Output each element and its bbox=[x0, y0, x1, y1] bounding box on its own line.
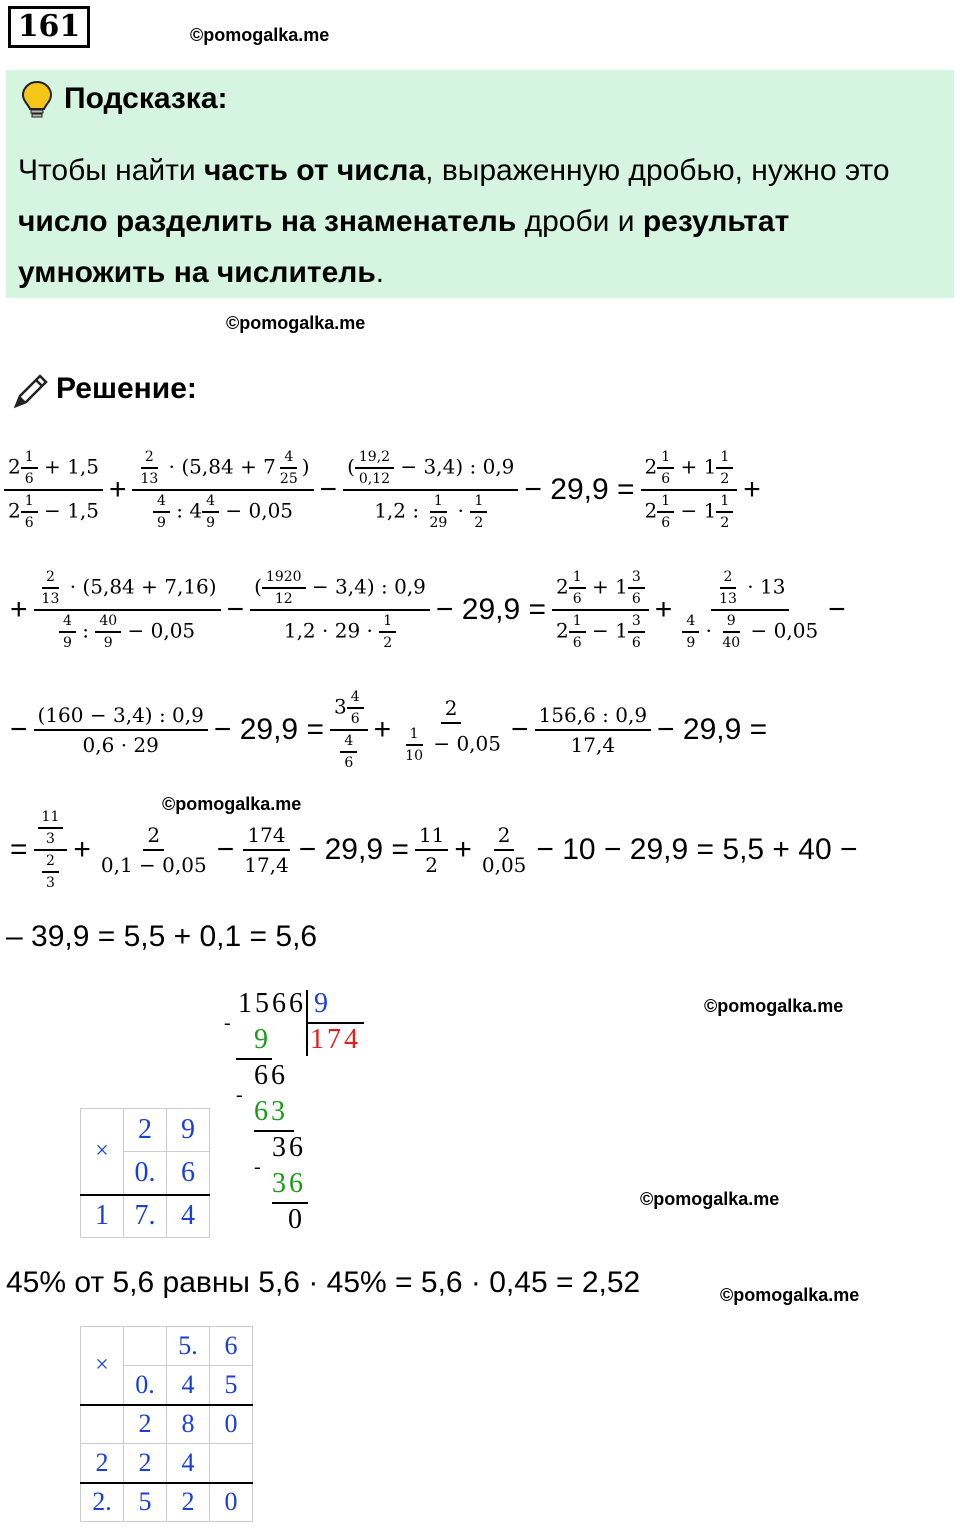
multiplication-table-1: × 2 9 0. 6 1 7. 4 bbox=[80, 1108, 210, 1238]
hint-text: Чтобы найти часть от числа, выраженную дробью, нужно это число разделить на знаменатель дроби и результат умножить на числитель. bbox=[18, 154, 890, 289]
expression-line-3: − $\frac{(160 - 3,4) : 0,9}{0,6 \cdot 29}$ − 29,9 = 3 $\frac{4}{6}$ $\frac{4}{6}$ + 2 $\frac{1}{10}$ − 0,05 − $\frac{156,6 : 0,9}{17,4}$ − 29,9 = bbox=[10, 689, 768, 771]
fraction-c: ( $\frac{19,2}{0,12}$ − 3,4) : 0,9 1,2 : $\frac{1}{29}$ · $\frac{1}{2}$ bbox=[343, 449, 518, 531]
expression-line-2: + $\frac{2}{13}$ · (5,84 + 7,16) $\frac{4}{9}$ : $\frac{40}{9}$ − 0,05 − ( $\frac{1920}{12}$ − 3,4) : 0,9 1,2 · 29 · $\frac{1}{2}$ − 29,9 = 2 $\frac{1}{6}$ + 1 $\frac{3}{6}$ 2 $\frac{1}{6}$ − 1 $\frac{3}{6}$ + $\frac{2}{13}$ · 13 $\frac{4}{9}$ · $\frac{9}{40}$ − 0,05 − bbox=[10, 569, 846, 651]
ld-quotient: 174 bbox=[310, 1024, 361, 1055]
ld-dividend: 1566 bbox=[238, 988, 306, 1019]
percent-line: 45% от 5,6 равны 5,6 · 45% = 5,6 · 0,45 = 2,52 bbox=[6, 1266, 641, 1299]
watermark: ©pomogalka.me bbox=[162, 794, 302, 814]
expression-line-4: = $\frac{\frac{11}{3}}{\frac{2}{3}}$ + $\frac{2}{0,1 - 0,05}$ − $\frac{174}{17,4}$ − 29,9 = $\frac{11}{2}$ + $\frac{2}{0,05}$ − 10 − 29,9 = 5,5 + 40 − bbox=[10, 809, 858, 891]
fraction-b: $\frac{2}{13}$ · (5,84 + 7 $\frac{4}{25}$ ) $\frac{4}{9}$ : 4 $\frac{4}{9}$ − 0,05 bbox=[132, 449, 313, 531]
pencil-icon bbox=[10, 370, 52, 417]
ld-divisor: 9 bbox=[314, 988, 331, 1019]
fraction-r1: 2 $\frac{1}{6}$ + 1 $\frac{1}{2}$ 2 $\frac{1}{6}$ − 1 $\frac{1}{2}$ bbox=[641, 449, 738, 531]
final-line: – 39,9 = 5,5 + 0,1 = 5,6 bbox=[6, 920, 318, 953]
fraction-a: 2 $\frac{1}{6}$ + 1,5 2 $\frac{1}{6}$ − 1,5 bbox=[4, 449, 103, 531]
multiplication-table-2: × 5. 6 0. 4 5 2 8 0 2 2 4 2. 5 2 0 bbox=[80, 1326, 253, 1522]
lightbulb-icon bbox=[20, 80, 54, 125]
task-number: 161 bbox=[8, 6, 90, 48]
hint-title: Подсказка: bbox=[64, 82, 228, 115]
watermark: ©pomogalka.me bbox=[640, 1189, 780, 1209]
expression-line-1: 2 $\frac{1}{6}$ + 1,5 2 $\frac{1}{6}$ − 1,5 + $\frac{2}{13}$ · (5,84 + 7 $\frac{4}{25}$ ) $\frac{4}{9}$ : 4 $\frac{4}{9}$ − 0,05 − ( $\frac{19,2}{0,12}$ − 3,4) : 0,9 1,2 : $\frac{1}{29}$ · $\frac{1}{2}$ − 29,9 = 2 $\frac{1}{6}$ + 1 $\frac{1}{2}$ 2 $\frac{1}{6}$ − 1 $\frac{1}{2}$ + bbox=[4, 440, 767, 540]
watermark: ©pomogalka.me bbox=[226, 313, 366, 333]
watermark: ©pomogalka.me bbox=[190, 25, 330, 45]
watermark: ©pomogalka.me bbox=[704, 996, 844, 1016]
solution-title: Решение: bbox=[56, 372, 197, 405]
watermark: ©pomogalka.me bbox=[720, 1285, 860, 1305]
